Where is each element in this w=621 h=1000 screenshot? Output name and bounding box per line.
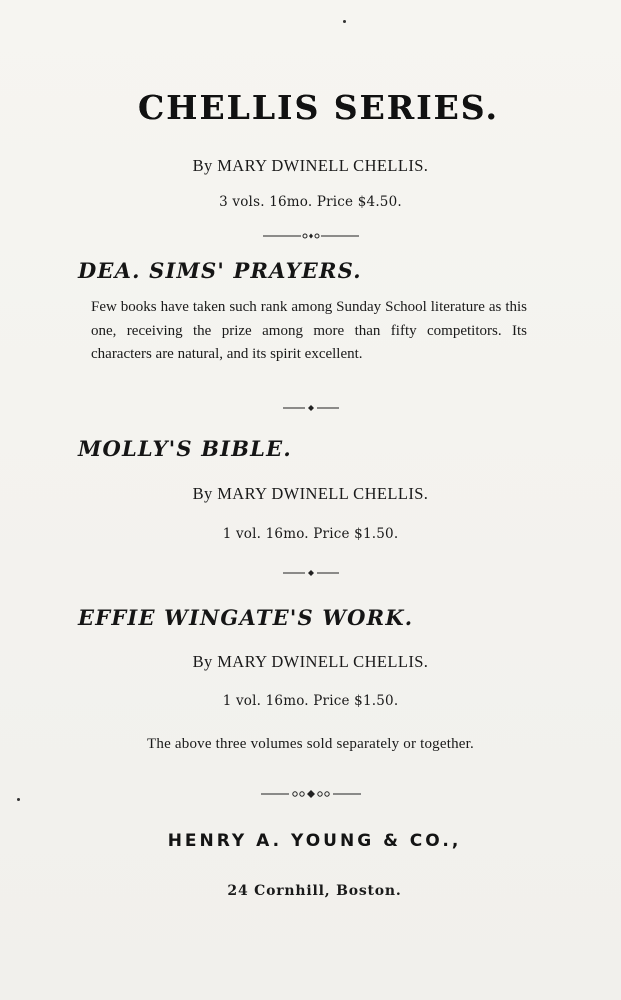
ink-speck — [343, 20, 346, 23]
ink-speck — [17, 798, 20, 801]
book-byline: By MARY DWINELL CHELLIS. — [192, 484, 429, 503]
book-volume-info: 1 vol. 16mo. Price $1.50. — [222, 693, 399, 709]
book-title-effie-wingates-work: EFFIE WINGATE'S WORK. — [78, 605, 414, 630]
book-title-mollys-bible: MOLLY'S BIBLE. — [78, 436, 292, 461]
publisher-address: 24 Cornhill, Boston. — [227, 883, 402, 899]
ornamental-rule — [0, 568, 621, 578]
ornamental-rule — [0, 788, 621, 798]
publisher-name: HENRY A. YOUNG & CO., — [167, 831, 462, 851]
series-title: CHELLIS SERIES. — [138, 88, 499, 127]
series-byline: By MARY DWINELL CHELLIS. — [192, 156, 429, 175]
book-volume-info: 1 vol. 16mo. Price $1.50. — [222, 526, 399, 542]
ornamental-rule — [0, 403, 621, 413]
series-volume-info: 3 vols. 16mo. Price $4.50. — [219, 194, 402, 210]
ornamental-rule — [0, 231, 621, 241]
volumes-note: The above three volumes sold separately or together. — [147, 736, 474, 752]
book-title-dea-sims-prayers: DEA. SIMS' PRAYERS. — [78, 258, 362, 283]
book-byline: By MARY DWINELL CHELLIS. — [192, 652, 429, 671]
book-description: Few books have taken such rank among Sunday School literature as this one, receiving the prize among more than fifty competitors. Its characters are natural, and its spirit excellent. — [91, 299, 527, 362]
